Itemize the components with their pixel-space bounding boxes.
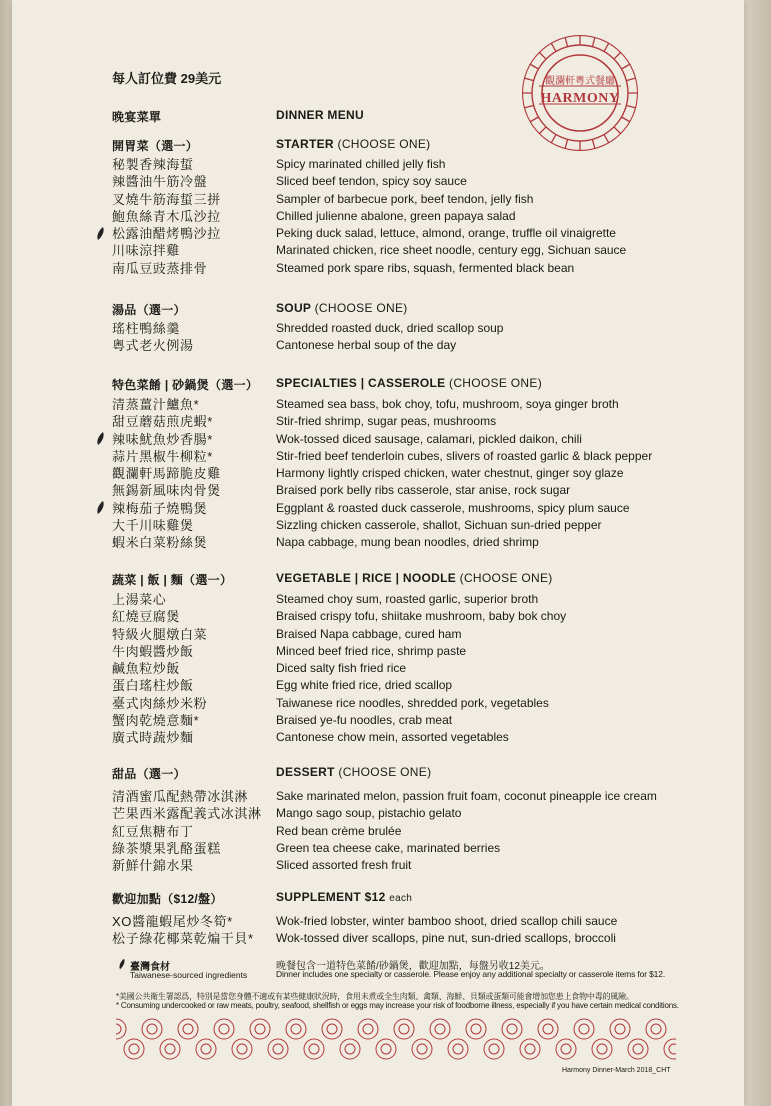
soup-zh-list xyxy=(112,320,194,355)
menu-item-en: Sliced beef tendon, spicy soy sauce xyxy=(276,174,467,189)
starter-zh-list xyxy=(112,156,221,277)
menu-item-zh: 鮑魚絲青木瓜沙拉 xyxy=(112,208,221,224)
menu-card xyxy=(12,0,744,1106)
menu-item-en: Wok-fried lobster, winter bamboo shoot, dried scallop chili sauce xyxy=(276,914,618,928)
menu-item-en: Braised crispy tofu, shiitake mushroom, baby bok choy xyxy=(276,609,567,624)
menu-item-en: Mango sago soup, pistachio gelato xyxy=(276,806,462,821)
soup-en-list xyxy=(276,320,503,355)
section-title-zh: 甜品（選一） xyxy=(112,767,186,781)
menu-item-zh: 叉燒牛筋海蜇三拼 xyxy=(112,191,221,207)
menu-item-en: Shredded roasted duck, dried scallop soup xyxy=(276,321,504,335)
menu-item-zh: 廣式時蔬炒麵 xyxy=(112,730,194,746)
menu-item-en: Cantonese herbal soup of the day xyxy=(276,338,457,353)
section-title-en: DESSERT (CHOOSE ONE) xyxy=(276,765,432,779)
section-title-en: SUPPLEMENT $12 each xyxy=(276,890,413,904)
menu-item-zh: 蟹肉乾燒意麵* xyxy=(112,713,200,729)
menu-item-en: Diced salty fish fried rice xyxy=(276,661,407,676)
background-wall-right xyxy=(743,0,771,1106)
menu-item-zh: 南瓜豆豉蒸排骨 xyxy=(112,260,208,276)
section-title-zh: 開胃菜（選一） xyxy=(112,139,199,153)
menu-item-en: Taiwanese rice noodles, shredded pork, vegetables xyxy=(276,695,549,710)
menu-item-en: Wok-tossed diver scallops, pine nut, sun-dried scallops, broccoli xyxy=(276,931,616,946)
menu-item-en: Cantonese chow mein, assorted vegetables xyxy=(276,730,509,745)
menu-title-zh: 晚宴菜單 xyxy=(112,110,162,124)
menu-item-zh: 蛋白瑤柱炒飯 xyxy=(112,678,194,694)
menu-item-zh: XO醬龍蝦尾炒冬筍* xyxy=(112,914,233,929)
menu-item-en: Egg white fried rice, dried scallop xyxy=(276,678,453,693)
menu-item-zh: 清蒸薑汁鱸魚* xyxy=(112,397,200,412)
section-title-zh: 湯品（選一） xyxy=(112,303,186,317)
dessert-en-list xyxy=(276,788,657,874)
menu-item-en: Wok-tossed diced sausage, calamari, pickled daikon, chili xyxy=(276,431,582,446)
dinner-note-en: Dinner includes one specialty or casserole. Please enjoy any additional specialty or casserole items for $12. xyxy=(276,969,666,979)
menu-item-en: Eggplant & roasted duck casserole, mushrooms, spicy plum sauce xyxy=(276,500,630,515)
section-title-en: STARTER (CHOOSE ONE) xyxy=(276,137,431,151)
section-title-zh: 歡迎加點（$12/盤） xyxy=(112,892,223,906)
menu-item-en: Red bean crème brulée xyxy=(276,823,402,838)
supplement-zh-list xyxy=(112,913,254,948)
menu-item-zh: 綠茶漿果乳酪蛋糕 xyxy=(112,840,221,856)
disclaimer-en: * Consuming undercooked or raw meats, poultry, seafood, shellfish or eggs may increase your risk of foodborne illness, especially if you have certain medical conditions. xyxy=(116,1001,679,1010)
menu-item-en: Spicy marinated chilled jelly fish xyxy=(276,157,446,171)
dinner-note-zh: 晚餐包含一道特色菜餚/砂鍋煲，歡迎加點，每盤另收12美元。 xyxy=(276,961,550,972)
price-per-person: 每人訂位費 29美元 xyxy=(112,71,222,86)
taiwan-sourced-leaf-icon xyxy=(96,226,105,241)
logo-english-name: HARMONY xyxy=(540,91,620,106)
harmony-logo-seal xyxy=(519,32,641,154)
menu-item-en: Sizzling chicken casserole, shallot, Sichuan sun-dried pepper xyxy=(276,518,602,533)
menu-item-zh: 甜豆蘑菇煎虎蝦* xyxy=(112,414,213,430)
menu-item-zh: 秘製香辣海蜇 xyxy=(112,157,194,172)
section-title-zh: 蔬菜 | 飯 | 麵（選一） xyxy=(112,573,233,587)
menu-item-zh: 瑤柱鴨絲羹 xyxy=(112,321,181,336)
legend-label-en: Taiwanese-sourced ingredients xyxy=(130,970,248,980)
menu-item-en: Braised ye-fu noodles, crab meat xyxy=(276,713,453,728)
menu-item-zh: 鹹魚粒炒飯 xyxy=(112,661,181,677)
menu-item-zh: 觀瀾軒馬蹄脆皮雞 xyxy=(112,466,221,482)
menu-item-zh: 大千川味雞煲 xyxy=(112,518,194,534)
menu-item-en: Sake marinated melon, passion fruit foam, coconut pineapple ice cream xyxy=(276,789,657,803)
menu-item-zh: 牛肉蝦醬炒飯 xyxy=(112,643,194,659)
menu-item-en: Sampler of barbecue pork, beef tendon, jelly fish xyxy=(276,191,534,206)
menu-item-zh: 川味涼拌雞 xyxy=(112,243,181,259)
taiwan-sourced-leaf-icon xyxy=(96,500,105,515)
menu-item-en: Peking duck salad, lettuce, almond, orange, truffle oil vinaigrette xyxy=(276,226,616,241)
menu-item-zh: 辣醬油牛筋冷盤 xyxy=(112,174,208,190)
section-title-en: SPECIALTIES | CASSEROLE (CHOOSE ONE) xyxy=(276,376,542,390)
menu-item-en: Braised pork belly ribs casserole, star anise, rock sugar xyxy=(276,483,571,498)
menu-item-zh: 蒜片黑椒牛柳粒* xyxy=(112,448,213,464)
taiwan-sourced-leaf-icon xyxy=(116,958,128,970)
supplement-en-list xyxy=(276,913,617,948)
menu-item-zh: 紅燒豆腐煲 xyxy=(112,609,181,625)
menu-item-zh: 無錫新風味肉骨煲 xyxy=(112,483,221,499)
menu-item-en: Napa cabbage, mung bean noodles, dried shrimp xyxy=(276,535,539,550)
menu-item-en: Stir-fried beef tenderloin cubes, slivers of roasted garlic & black pepper xyxy=(276,448,653,463)
menu-item-en: Steamed choy sum, roasted garlic, superior broth xyxy=(276,592,539,606)
menu-item-zh: 上湯菜心 xyxy=(112,592,167,607)
taiwan-sourced-leaf-icon xyxy=(96,431,105,446)
menu-item-en: Marinated chicken, rice sheet noodle, century egg, Sichuan sauce xyxy=(276,243,627,258)
menu-version-code: Harmony Dinner-March 2018_CHT xyxy=(562,1067,671,1074)
menu-item-en: Steamed pork spare ribs, squash, fermented black bean xyxy=(276,260,575,275)
menu-item-zh: 辣味魷魚炒香腸* xyxy=(112,431,213,447)
menu-item-zh: 辣梅茄子燒鴨煲 xyxy=(112,500,208,516)
starter-en-list xyxy=(276,156,626,277)
menu-item-en: Braised Napa cabbage, cured ham xyxy=(276,626,462,641)
section-title-zh: 特色菜餚 | 砂鍋煲（選一） xyxy=(112,378,259,392)
menu-item-zh: 芒果西米露配義式冰淇淋 xyxy=(112,806,262,822)
specialties-zh-list xyxy=(112,396,221,552)
menu-item-zh: 紅豆焦糖布丁 xyxy=(112,823,194,839)
menu-item-en: Minced beef fried rice, shrimp paste xyxy=(276,643,467,658)
legend-label-zh: 臺灣食材 xyxy=(130,962,170,973)
menu-item-zh: 蝦米白菜粉絲煲 xyxy=(112,535,208,551)
menu-item-en: Green tea cheese cake, marinated berries xyxy=(276,840,501,855)
menu-item-en: Steamed sea bass, bok choy, tofu, mushroom, soya ginger broth xyxy=(276,397,619,411)
menu-item-en: Harmony lightly crisped chicken, water chestnut, ginger soy glaze xyxy=(276,466,624,481)
menu-item-zh: 清酒蜜瓜配熱帶冰淇淋 xyxy=(112,789,249,804)
menu-item-zh: 新鮮什錦水果 xyxy=(112,858,194,874)
menu-title-en: DINNER MENU xyxy=(276,108,364,122)
menu-item-en: Chilled julienne abalone, green papaya salad xyxy=(276,208,516,223)
section-title-en: SOUP (CHOOSE ONE) xyxy=(276,301,408,315)
decorative-lattice-pattern xyxy=(116,1018,676,1060)
menu-item-en: Sliced assorted fresh fruit xyxy=(276,858,412,873)
menu-item-zh: 臺式肉絲炒米粉 xyxy=(112,695,208,711)
specialties-en-list xyxy=(276,396,652,552)
menu-item-en: Stir-fried shrimp, sugar peas, mushrooms xyxy=(276,414,497,429)
section-title-en: VEGETABLE | RICE | NOODLE (CHOOSE ONE) xyxy=(276,571,553,585)
menu-item-zh: 特級火腿燉白菜 xyxy=(112,626,208,642)
dessert-zh-list xyxy=(112,788,262,874)
vegetable-en-list xyxy=(276,591,566,747)
menu-item-zh: 松露油醋烤鴨沙拉 xyxy=(112,226,221,242)
vegetable-zh-list xyxy=(112,591,207,747)
logo-chinese-name: 觀瀾軒粵式餐廳 xyxy=(545,76,615,87)
menu-item-zh: 松子綠花椰菜乾煸干貝* xyxy=(112,931,254,947)
menu-item-zh: 粵式老火例湯 xyxy=(112,338,194,354)
disclaimer-zh: *美國公共衛生署認爲，特別是當您身體不適或有某些健康狀況時，食用未煮或全生肉類、禽類、海鮮、貝類或蛋類可能會增加您患上食物中毒的風險。 xyxy=(116,992,634,1001)
